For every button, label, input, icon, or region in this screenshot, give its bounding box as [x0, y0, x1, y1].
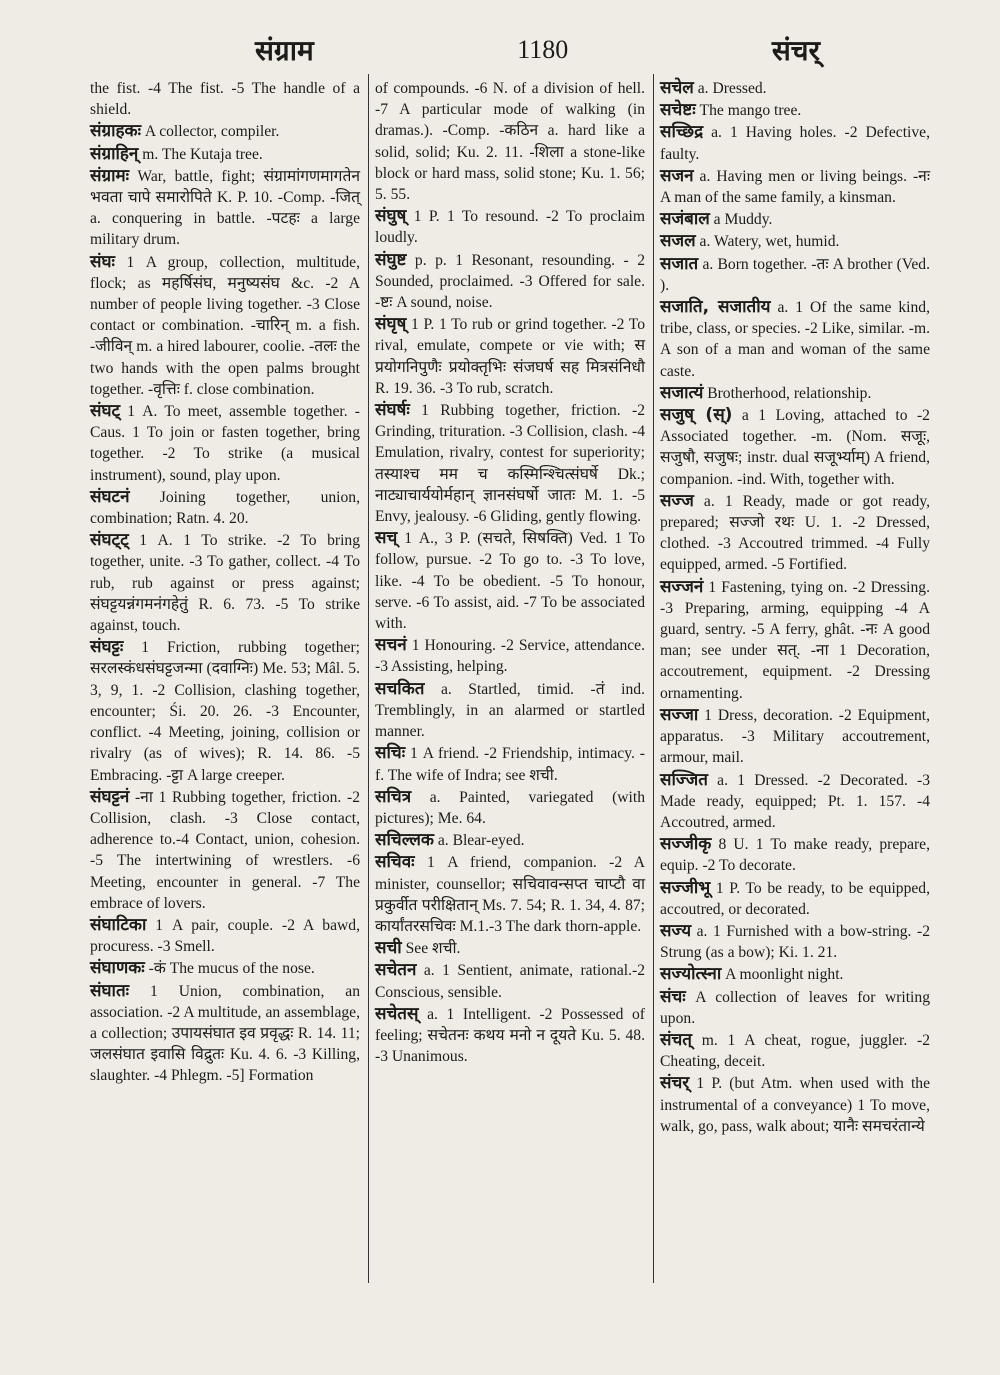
dictionary-entry	[90, 252, 360, 400]
dictionary-entry	[660, 78, 930, 99]
entry-definition: m. 1 A cheat, rogue, juggler. -2 Cheating, deceit.	[660, 1031, 930, 1071]
dictionary-entry	[660, 231, 930, 252]
entry-headword: संघट्टनं	[90, 786, 130, 807]
entry-headword: संघाटिका	[90, 914, 147, 935]
entry-headword: सज्जनं	[660, 576, 704, 597]
entry-headword: सचेल	[660, 78, 694, 98]
left-running-headword: संग्राम	[255, 34, 314, 67]
entry-definition: Joining together, union, combination; Ratn. 4. 20.	[90, 488, 360, 528]
entry-definition: 1 P. To be ready, to be equipped, accoutred, or decorated.	[660, 879, 930, 918]
entry-definition: a. 1 Having holes. -2 Defective, faulty.	[660, 124, 930, 163]
dictionary-entry	[90, 637, 360, 785]
entry-headword: सजुष् (स्)	[660, 405, 733, 426]
entry-definition: 1 Fastening, tying on. -2 Dressing. -3 Preparing, arming, equipping -4 A guard, sentry. -5 A ferry, ghât. -नः A good man; see under सत्. -ना 1 Decoration, accoutrement, equipment. -2 Dressing ornamenting.	[660, 578, 930, 702]
dictionary-entry	[660, 209, 930, 230]
entry-definition: -कं The mucus of the nose.	[144, 960, 315, 978]
entry-definition: a. Dressed.	[693, 80, 767, 97]
dictionary-entry	[375, 635, 645, 677]
entry-definition: a. 1 Ready, made or got ready, prepared; सज्जो रथः U. 1. -2 Dressed, clothed. -3 Accoutred trimmed. -4 Fully equipped, armed. -5 Fortified.	[660, 492, 930, 574]
entry-headword: संचर्	[660, 1073, 690, 1094]
entry-headword: संघट्	[90, 401, 121, 422]
dictionary-entry	[90, 915, 360, 957]
entry-headword: संघट्ट्	[90, 530, 129, 551]
entry-headword: संघटनं	[90, 486, 130, 507]
dictionary-entry	[660, 770, 930, 834]
dictionary-entry	[90, 401, 360, 486]
entry-definition: the fist. -4 The fist. -5 The handle of a shield.	[90, 80, 360, 119]
dictionary-entry	[660, 297, 930, 382]
entry-headword: सज्ज	[660, 490, 694, 511]
entry-definition: a. 1 Intelligent. -2 Possessed of feeling; सचेतनः कथय मनो न दूयते Ku. 5. 48. -3 Unanimous.	[375, 1005, 645, 1066]
entry-definition: 1 Honouring. -2 Service, attendance. -3 Assisting, helping.	[375, 637, 645, 676]
dictionary-entry	[375, 787, 645, 829]
entry-definition: 1 P. (but Atm. when used with the instrumental of a conveyance) 1 To move, walk, go, pass, walk about; यानैः समचरंतान्ये	[660, 1075, 930, 1135]
entry-headword: सजात्यं	[660, 382, 704, 403]
dictionary-entry	[90, 487, 360, 529]
entry-headword: संघृष्	[375, 314, 407, 335]
entry-headword: सचेष्टः	[660, 100, 696, 121]
dictionary-entry	[660, 878, 930, 920]
entry-headword: संघातः	[90, 980, 130, 1001]
page-header	[60, 26, 950, 74]
dictionary-entry	[660, 921, 930, 963]
entry-definition: 1 A friend. -2 Friendship, intimacy. -f. The wife of Indra; see शची.	[375, 745, 645, 784]
entry-headword: सजाति, सजातीय	[660, 297, 771, 318]
column-3	[653, 74, 938, 1283]
entry-definition: a. 1 Furnished with a bow-string. -2 Strung (as a bow); Ki. 1. 21.	[660, 922, 930, 962]
entry-headword: सचेतन	[375, 960, 417, 981]
entry-headword: सज्जीकृ	[660, 834, 712, 855]
entry-definition: The mango tree.	[695, 102, 802, 120]
entry-headword: सज्जित	[660, 769, 708, 790]
entry-headword: संघुष्ट	[375, 249, 407, 270]
entry-headword: सच्छिद्र	[660, 122, 704, 143]
right-running-headword: संचर्	[771, 34, 820, 67]
column-2	[368, 74, 653, 1283]
dictionary-entry	[375, 679, 645, 743]
dictionary-entry	[90, 144, 360, 165]
entry-headword: संग्रामः	[90, 165, 130, 186]
entry-definition: 1 Union, combination, an association. -2 A multitude, an assemblage, a collection; उपायसंघात इव प्रवृद्धः R. 14. 11; जलसंघात इवासि विद्रुतः Ku. 4. 6. -3 Killing, slaughter. -4 Phlegm. -5] Formation	[90, 982, 360, 1085]
entry-definition: a. 1 Dressed. -2 Decorated. -3 Made ready, equipped; Pt. 1. 157. -4 Accoutred, armed.	[660, 771, 930, 831]
entry-definition: 1 Dress, decoration. -2 Equipment, apparatus. -3 Military accoutrement, armour, mail.	[660, 706, 930, 767]
dictionary-entry	[660, 964, 930, 985]
dictionary-entry	[375, 250, 645, 314]
dictionary-entry	[375, 830, 645, 851]
entry-definition: 8 U. 1 To make ready, prepare, equip. -2 To decorate.	[660, 836, 930, 875]
entry-headword: संघाणकः	[90, 958, 145, 979]
entry-headword: संग्राहकः	[90, 121, 141, 142]
entry-definition: 1 A. To meet, assemble together. -Caus. 1 To join or fasten together, bring together. -2 To strike (a musical instrument), sound, play upon.	[90, 403, 360, 484]
entry-definition: m. The Kutaja tree.	[138, 145, 263, 163]
entry-headword: संघर्षः	[375, 400, 410, 421]
entry-definition: A collection of leaves for writing upon.	[660, 988, 930, 1027]
entry-headword: सच्	[375, 528, 398, 549]
entry-definition: 1 A group, collection, multitude, flock; as महर्षिसंघ, मनुष्यसंघ &c. -2 A number of people living together. -3 Close contact or combination. -चारिन् m. a fish. -जीविन् m. a hired labourer, coolie. -तलः the two hands with the open palms brought together. -वृत्तिः f. close combination.	[90, 253, 360, 398]
entry-headword: सची	[375, 938, 402, 959]
page-number: 1180	[517, 35, 569, 64]
entry-definition: a. Startled, timid. -तं ind. Tremblingly, in an alarmed or startled manner.	[375, 680, 645, 741]
entry-definition: 1 Friction, rubbing together; सरलस्कंधसंघट्टजन्मा (दवाग्निः) Me. 53; Mâl. 5. 3, 9, 1. -2 Collision, clashing together, encounter; Śi. 20. 26. -3 Encounter, conflict. -4 Meeting, joining, collision or rivalry (as of wives); R. 14. 86. -5 Embracing. -ट्टा A large creeper.	[90, 639, 360, 784]
dictionary-entry	[375, 528, 645, 634]
entry-definition: a. Painted, variegated (with pictures); Me. 64.	[375, 788, 645, 827]
entry-definition: -ना 1 Rubbing together, friction. -2 Collision, clash. -3 Close contact, adherence to.-4 Contact, union, cohesion. -5 The intertwining of wrestlers. -6 Meeting, encounter in general. -7 The embrace of lovers.	[90, 788, 360, 912]
dictionary-entry	[375, 78, 645, 205]
entry-definition: a. 1 Sentient, animate, rational.-2 Conscious, sensible.	[375, 962, 645, 1001]
dictionary-entry	[90, 78, 360, 120]
entry-definition: a 1 Loving, attached to -2 Associated together. -m. (Nom. सजूः, सजुषौ, सजुषः; instr. dual सजूर्भ्याम्) A friend, companion. -ind. With, together with.	[660, 407, 930, 488]
entry-headword: सचिवः	[375, 852, 415, 873]
dictionary-entry	[375, 1004, 645, 1068]
entry-headword: सचित्र	[375, 786, 412, 807]
dictionary-entry	[90, 166, 360, 251]
dictionary-entry	[375, 743, 645, 785]
entry-definition: 1 P. 1 To resound. -2 To proclaim loudly.	[375, 208, 645, 247]
entry-headword: सजन	[660, 165, 694, 186]
dictionary-entry	[375, 960, 645, 1002]
entry-headword: सचेतस्	[375, 1003, 419, 1024]
entry-headword: सज्योत्स्ना	[660, 964, 722, 985]
dictionary-entry	[660, 166, 930, 208]
dictionary-entry	[660, 122, 930, 164]
entry-definition: 1 A friend, companion. -2 A minister, counsellor; सचिवावन्सप्त चाप्टौ वा प्रकुर्वीत परीक्षितान् Ms. 7. 54; R. 1. 34, 4. 87; कार्यांतरसचिवः M.1.-3 The dark thorn-apple.	[375, 854, 645, 935]
entry-headword: संघट्टः	[90, 637, 124, 658]
dictionary-entry	[375, 400, 645, 527]
entry-definition: See शची.	[401, 940, 461, 958]
entry-headword: संग्राहिन्	[90, 143, 139, 164]
text-columns	[84, 74, 938, 1283]
entry-headword: सज्जीभू	[660, 877, 711, 898]
dictionary-entry	[375, 938, 645, 959]
dictionary-entry	[660, 834, 930, 876]
dictionary-entry	[660, 1030, 930, 1072]
entry-definition: a Muddy.	[709, 211, 773, 229]
entry-definition: 1 A., 3 P. (सचते, सिषक्ति) Ved. 1 To follow, pursue. -2 To go to. -3 To love, like. -4 To be obedient. -5 To honour, serve. -6 To assist, aid. -7 To be associated with.	[375, 530, 645, 633]
dictionary-entry	[660, 577, 930, 704]
entry-headword: संघुष्	[375, 206, 407, 227]
entry-definition: a. Watery, wet, humid.	[695, 233, 840, 251]
entry-headword: सज्जा	[660, 704, 699, 725]
dictionary-entry	[90, 958, 360, 979]
entry-definition: 1 Rubbing together, friction. -2 Grinding, trituration. -3 Collision, clash. -4 Emulation, rivalry, contest for superiority; तस्याश्च मम च कस्मिन्श्चित्संघर्षे Dk.; नाट्याचार्ययोर्महान् ज्ञानसंघर्षो जातः M. 1. -5 Envy, jealousy. -6 Gliding, gently flowing.	[375, 402, 645, 526]
entry-headword: सजल	[660, 231, 696, 252]
entry-headword: संघः	[90, 251, 115, 272]
entry-headword: सचिल्लक	[375, 830, 434, 851]
entry-definition: p. p. 1 Resonant, resounding. - 2 Sounded, proclaimed. -3 Offered for sale. -ष्टः A sound, noise.	[375, 251, 645, 312]
dictionary-entry	[660, 987, 930, 1029]
entry-definition: a. Blear-eyed.	[433, 832, 525, 850]
dictionary-entry	[660, 1073, 930, 1137]
dictionary-entry	[375, 852, 645, 937]
dictionary-entry	[90, 530, 360, 636]
entry-headword: सचनं	[375, 635, 407, 656]
entry-headword: सजंबाल	[660, 209, 710, 230]
entry-headword: सचकित	[375, 678, 425, 699]
entry-headword: सज्य	[660, 920, 692, 941]
dictionary-entry	[375, 314, 645, 399]
entry-headword: सजात	[660, 253, 699, 274]
entry-definition: of compounds. -6 N. of a division of hell. -7 A particular mode of walking (in dramas.). -Comp. -कठिन a. hard like a solid, solid; Ku. 2. 11. -शिला a stone-like block or hard mass, solid stone; Ku. 1. 56; 5. 55.	[375, 80, 645, 204]
dictionary-entry	[660, 491, 930, 576]
entry-definition: Brotherhood, relationship.	[703, 384, 872, 402]
entry-definition: A collector, compiler.	[141, 123, 280, 141]
dictionary-entry	[90, 787, 360, 914]
entry-definition: A moonlight night.	[721, 966, 844, 984]
entry-definition: 1 A. 1 To strike. -2 To bring together, unite. -3 To gather, collect. -4 To rub, rub against or press against; संघट्टयन्नंगमनंगहेतुं R. 6. 73. -5 To strike against, touch.	[90, 532, 360, 635]
dictionary-entry	[660, 100, 930, 121]
entry-headword: सचिः	[375, 743, 406, 764]
dictionary-entry	[660, 705, 930, 769]
column-1	[84, 74, 368, 1283]
entry-definition: a. Having men or living beings. -नः A man of the same family, a kinsman.	[660, 167, 930, 207]
entry-headword: संचत्	[660, 1029, 692, 1050]
entry-definition: War, battle, fight; संग्रामांगणमागतेन भवता चापे समारोपिते K. P. 10. -Comp. -जित् a. conquering in battle. -पटहः a large military drum.	[90, 167, 360, 249]
dictionary-entry	[375, 206, 645, 248]
entry-definition: a. Born together. -तः A brother (Ved. ).	[660, 255, 930, 294]
entry-definition: 1 A pair, couple. -2 A bawd, procuress. -3 Smell.	[90, 916, 360, 956]
entry-definition: 1 P. 1 To rub or grind together. -2 To rival, emulate, compete or vie with; स प्रयोगनिपुणैः प्रयोक्तृभिः संजघर्ष सह मित्रसंनिधौ R. 19. 36. -3 To rub, scratch.	[375, 316, 645, 397]
dictionary-entry	[660, 383, 930, 404]
dictionary-entry	[660, 405, 930, 490]
dictionary-entry	[660, 254, 930, 296]
entry-headword: संचः	[660, 986, 686, 1007]
dictionary-entry	[90, 121, 360, 142]
entry-definition: a. 1 Of the same kind, tribe, class, or species. -2 Like, similar. -m. A son of a man and woman of the same caste.	[660, 299, 930, 380]
dictionary-entry	[90, 981, 360, 1087]
